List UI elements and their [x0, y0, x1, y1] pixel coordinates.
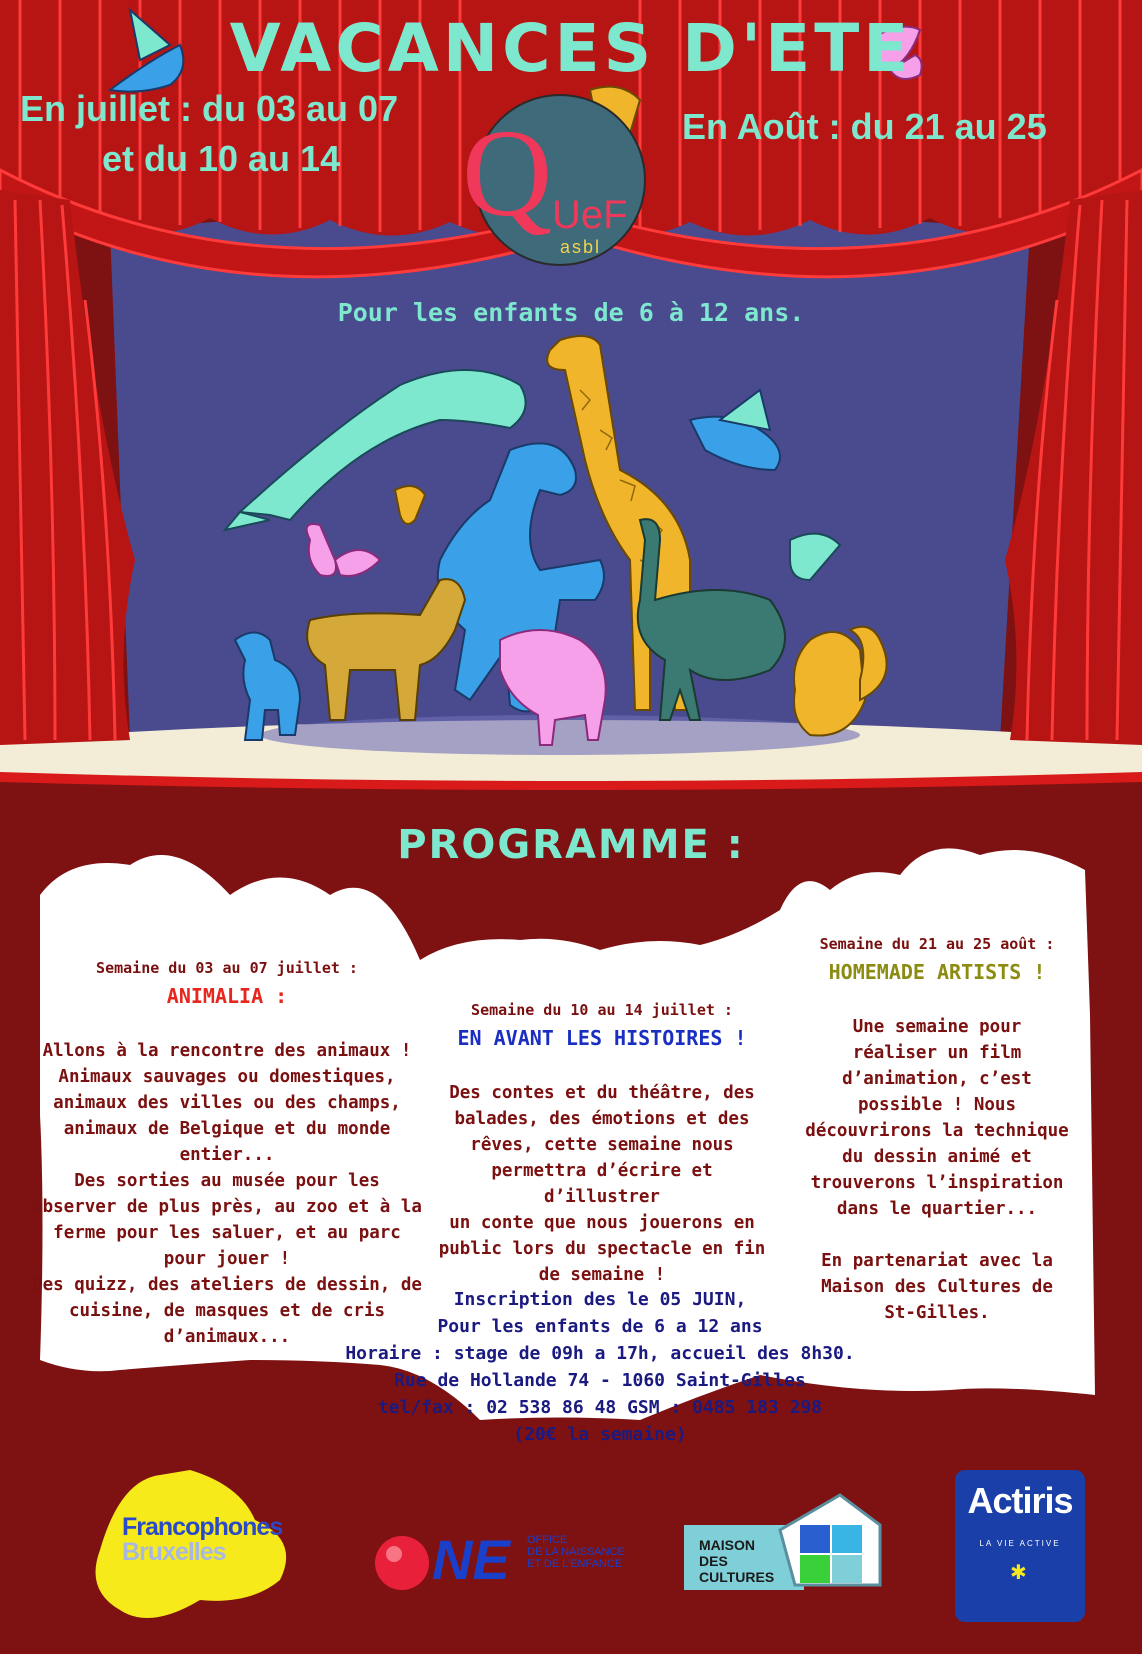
- week-1-line: Allons à la rencontre des animaux !: [42, 1041, 412, 1061]
- week-1-title: ANIMALIA :: [166, 984, 288, 1008]
- week-3-line: possible ! Nous: [857, 1095, 1017, 1115]
- francophones-text-1: Francophones: [122, 1513, 283, 1541]
- maison-line: DES: [699, 1553, 728, 1569]
- july-dates-line1: En juillet : du 03 au 07: [20, 88, 399, 129]
- week-2-line: un conte que nous jouerons en: [449, 1213, 755, 1233]
- week-3-line: En partenariat avec la: [821, 1251, 1053, 1271]
- week-1-line: cuisine, de masques et de cris: [68, 1301, 386, 1321]
- week-2-line: public lors du spectacle en fin: [438, 1239, 766, 1259]
- week-3-line: réaliser un film: [852, 1043, 1022, 1063]
- august-dates: En Août : du 21 au 25: [682, 106, 1047, 147]
- logo-q: Q: [462, 105, 553, 243]
- week-2-line: de semaine !: [538, 1265, 666, 1285]
- actiris-tagline: LA VIE ACTIVE: [979, 1539, 1061, 1548]
- week-3-line: du dessin animé et: [842, 1147, 1032, 1167]
- phone: tel/fax : 02 538 86 48 GSM : 0485 183 298: [377, 1397, 823, 1418]
- logo-asbl: asbl: [560, 237, 602, 257]
- price: (20€ la semaine): [513, 1424, 687, 1445]
- maison-cultures-text: [699, 1537, 774, 1585]
- one-caption-line: OFFICE: [527, 1534, 568, 1546]
- one-caption: [527, 1534, 625, 1570]
- one-ball-logo: [375, 1536, 429, 1590]
- week-1-line: animaux des villes ou des champs,: [53, 1093, 401, 1113]
- one-caption-line: DE LA NAISSANCE: [527, 1546, 625, 1558]
- maison-line: CULTURES: [699, 1569, 775, 1585]
- week-2-line: Des contes et du théâtre, des: [449, 1083, 755, 1103]
- maison-line: MAISON: [699, 1537, 755, 1553]
- week-2-description: [432, 1080, 772, 1288]
- age-subtitle: Pour les enfants de 6 à 12 ans.: [337, 298, 805, 327]
- logo-uef: UeF: [552, 193, 628, 237]
- one-logo-text: NE: [432, 1528, 510, 1591]
- francophones-text-2: Bruxelles: [122, 1538, 226, 1566]
- week-3-label: Semaine du 21 au 25 août :: [819, 935, 1055, 953]
- july-dates-line2: et du 10 au 14: [102, 138, 341, 179]
- week-3-line: Une semaine pour: [852, 1017, 1022, 1037]
- week-3-line: d’animation, c’est: [842, 1069, 1032, 1089]
- spacer: [782, 1222, 1092, 1248]
- week-1-label: Semaine du 03 au 07 juillet :: [96, 959, 358, 977]
- registration-date: Inscription des le 05 JUIN,: [453, 1289, 747, 1310]
- actiris-figure-icon: ✱: [1010, 1560, 1027, 1584]
- age-range: Pour les enfants de 6 a 12 ans: [437, 1316, 763, 1337]
- week-1-line: pour jouer !: [163, 1249, 291, 1269]
- week-1-line: entier...: [179, 1145, 275, 1165]
- week-1-line: animaux de Belgique et du monde: [63, 1119, 391, 1139]
- programme-title: PROGRAMME :: [397, 822, 745, 868]
- week-1-line: Animaux sauvages ou domestiques,: [58, 1067, 396, 1087]
- poster-title: VACANCES D'ETE: [229, 10, 913, 87]
- schedule: Horaire : stage de 09h a 17h, accueil des 8h30.: [345, 1343, 855, 1364]
- week-1-line: observer de plus près, au zoo et à la: [32, 1197, 422, 1217]
- week-1-line: Des quizz, des ateliers de dessin, de: [32, 1275, 422, 1295]
- week-3-column: [782, 934, 1092, 1326]
- address: Rue de Hollande 74 - 1060 Saint-Gilles: [394, 1370, 806, 1391]
- week-3-line: St-Gilles.: [884, 1303, 990, 1323]
- week-3-line: dans le quartier...: [836, 1199, 1038, 1219]
- one-caption-line: ET DE L’ENFANCE: [527, 1558, 623, 1570]
- week-1-line: ferme pour les saluer, et au parc: [53, 1223, 401, 1243]
- week-3-line: découvrirons la technique: [805, 1121, 1069, 1141]
- week-3-description: [782, 1014, 1092, 1326]
- week-2-line: rêves, cette semaine nous: [470, 1135, 734, 1155]
- week-2-title: EN AVANT LES HISTOIRES !: [457, 1026, 747, 1050]
- week-2-line: permettra d’écrire et d’illustrer: [491, 1161, 713, 1207]
- week-1-line: Des sorties au musée pour les: [74, 1171, 380, 1191]
- week-2-label: Semaine du 10 au 14 juillet :: [471, 1001, 733, 1019]
- practical-info: [300, 1286, 900, 1448]
- week-2-line: balades, des émotions et des: [454, 1109, 750, 1129]
- week-3-line: trouverons l’inspiration: [810, 1173, 1064, 1193]
- week-1-line: d’animaux...: [163, 1327, 291, 1347]
- actiris-text: Actiris: [967, 1480, 1073, 1521]
- week-2-column: [432, 1000, 772, 1288]
- week-3-title: HOMEMADE ARTISTS !: [828, 960, 1046, 984]
- week-3-line: Maison des Cultures de: [821, 1277, 1053, 1297]
